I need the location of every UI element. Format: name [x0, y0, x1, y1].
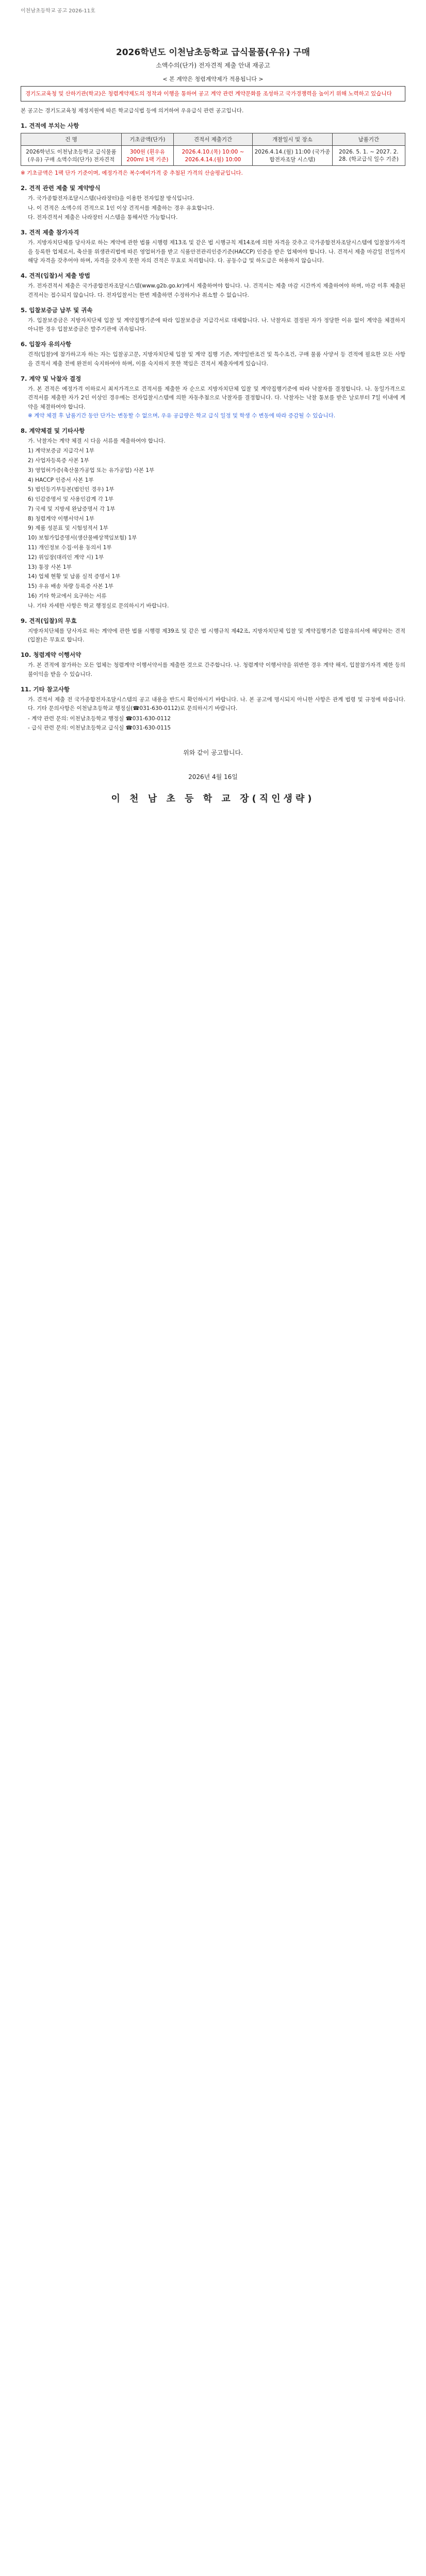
section-8-item: 6) 인감증명서 및 사용인감계 각 1부 [28, 496, 114, 503]
contact-line: - 계약 관련 문의: 이천남초등학교 행정실 ☎031-630-0112 [28, 715, 171, 722]
section-8-item: 7) 국세 및 지방세 완납증명서 각 1부 [28, 505, 116, 512]
table-row [21, 146, 405, 166]
section-8-item: 15) 우유 배송 차량 등록증 사본 1부 [28, 583, 113, 590]
section-11-body: 가. 견적서 제출 전 국가종합전자조달시스템의 공고 내용을 반드시 확인하시기 바랍니다. 나. 본 공고에 명시되지 아니한 사항은 관계 법령 및 규정에 따릅니다. 다. 기타 문의사항은 이천남초등학교 행정실(☎031-630-0112)로 문의하시기 바랍니다. [28, 696, 405, 712]
section-1-title: 1. 견적에 부치는 사항 [21, 122, 79, 130]
closing-text: 위와 같이 공고합니다. [183, 749, 243, 757]
section-7-title: 7. 계약 및 낙찰자 결정 [21, 375, 81, 383]
section-8-item: 1) 계약보증금 지급각서 1부 [28, 448, 94, 454]
section-8-item: 14) 업체 현황 및 납품 실적 증명서 1부 [28, 573, 121, 580]
section-5-body: 가. 입찰보증금은 지방자치단체 입찰 및 계약집행기준에 따라 입찰보증금 지급각서로 대체합니다. 나. 낙찰자로 결정된 자가 정당한 이유 없이 계약을 체결하지 아니한 경우 입찰보증금은 발주기관에 귀속됩니다. [28, 317, 405, 333]
notice-subtitle: 소액수의(단가) 전자견적 제출 안내 재공고 [156, 62, 270, 69]
section-7-body: 가. 본 견적은 예정가격 이하로서 최저가격으로 견적서를 제출한 자 순으로 지방자치단체 입찰 및 계약집행기준에 따라 낙찰자를 결정합니다. 나. 동일가격으로 견적서를 제출한 자가 2인 이상인 경우에는 전자입찰시스템에 의한 자동추첨으로 낙찰자를 결정합니다. 다. 낙찰자는 낙찰 통보를 받은 날로부터 7일 이내에 계약을 체결하여야 합니다. [28, 386, 405, 410]
cell-delivery-period: 2026. 5. 1. ~ 2027. 2. 28. (학교급식 일수 기준) [332, 146, 405, 166]
col-base-price: 기초금액(단가) [121, 133, 173, 146]
section-2-item: 가. 국가종합전자조달시스템(나라장터)을 이용한 전자입찰 방식입니다. [28, 195, 194, 201]
notice-number: 이천남초등학교 공고 2026-11호 [21, 8, 95, 14]
section-11-title: 11. 기타 참고사항 [21, 685, 70, 693]
section-3-body: 가. 지방자치단체를 당사자로 하는 계약에 관한 법률 시행령 제13조 및 같은 법 시행규칙 제14조에 의한 자격을 갖추고 국가종합전자조달시스템에 입찰참가자격을 등록한 업체로서, 축산물 위생관리법에 따른 영업허가를 받고 식품안전관리인증기준(HACCP) 인증을 받은 업체여야 합니다. 나. 견적서 제출 마감일 전일까지 해당 자격을 갖추어야 하며, 자격을 갖추지 못한 자의 견적은 무효로 처리합니다. 다. 공동수급 및 하도급은 허용하지 않습니다. [28, 240, 405, 264]
section-8-item: 11) 개인정보 수집·이용 동의서 1부 [28, 545, 112, 551]
section-8-item: 나. 기타 자세한 사항은 학교 행정실로 문의하시기 바랍니다. [28, 602, 169, 609]
section-2-title: 2. 견적 관련 제출 및 계약방식 [21, 184, 101, 192]
section-9-title: 9. 견적(입찰)의 무효 [21, 617, 77, 624]
section-6-title: 6. 입찰자 유의사항 [21, 341, 72, 348]
section-8-item: 10) 보험가입증명서(생산물배상책임보험) 1부 [28, 535, 137, 541]
section-8-item: 가. 낙찰자는 계약 체결 시 다음 서류를 제출하여야 합니다. [28, 438, 166, 445]
section-3-title: 3. 견적 제출 참가자격 [21, 229, 79, 236]
section-8-item: 16) 기타 학교에서 요구하는 서류 [28, 593, 107, 600]
section-8-item: 3) 영업허가증(축산물가공업 또는 유가공업) 사본 1부 [28, 467, 155, 473]
section-10-body: 가. 본 견적에 참가하는 모든 업체는 청렴계약 이행서약서를 제출한 것으로 간주합니다. 나. 청렴계약 이행서약을 위반한 경우 계약 해지, 입찰참가자격 제한 등의 불이익을 받을 수 있습니다. [28, 662, 405, 677]
section-5-title: 5. 입찰보증금 납부 및 귀속 [21, 306, 93, 314]
principal-signature: 이 천 남 초 등 학 교 장(직인생략) [111, 793, 315, 805]
integrity-contract-tag: < 본 계약은 청렴계약제가 적용됩니다 > [162, 76, 264, 82]
cell-submission-period: 2026.4.10.(목) 10:00 ~ 2026.4.14.(월) 10:00 [173, 146, 252, 166]
col-name: 건 명 [21, 133, 122, 146]
notice-date: 2026년 4월 16일 [188, 773, 238, 781]
section-9-body: 지방자치단체를 당사자로 하는 계약에 관한 법률 시행령 제39조 및 같은 법 시행규칙 제42조, 지방자치단체 입찰 및 계약집행기준 입찰유의서에 해당하는 견적(입찰)은 무효로 합니다. [28, 628, 405, 643]
section-4-title: 4. 견적(입찰)서 제출 방법 [21, 272, 90, 280]
section-8-title: 8. 계약체결 및 기타사항 [21, 427, 85, 435]
section-8-item: 9) 제품 성분표 및 시험성적서 1부 [28, 525, 108, 532]
section-4-body: 가. 전자견적서 제출은 국가종합전자조달시스템(www.g2b.go.kr)에서 제출하여야 합니다. 나. 견적서는 제출 마감 시간까지 제출하여야 하며, 마감 이후 제출된 견적서는 접수되지 않습니다. 다. 전자입찰서는 한번 제출하면 수정하거나 취소할 수 없습니다. [28, 283, 405, 298]
col-opening: 개찰일시 및 장소 [253, 133, 332, 146]
notice-title: 2026학년도 이천남초등학교 급식물품(우유) 구매 [116, 47, 310, 58]
section-8-item: 13) 통장 사본 1부 [28, 564, 72, 570]
cell-base-price: 300원 (흰우유 200ml 1팩 기준) [121, 146, 173, 166]
section-8-item: 5) 법인등기부등본(법인인 경우) 1부 [28, 486, 114, 493]
section-8-item: 8) 청렴계약 이행서약서 1부 [28, 515, 94, 522]
col-submission-period: 견적서 제출기간 [173, 133, 252, 146]
cell-opening: 2026.4.14.(월) 11:00 (국가종합전자조달 시스템) [253, 146, 332, 166]
section-2-item: 다. 전자견적서 제출은 나라장터 시스템을 통해서만 가능합니다. [28, 214, 178, 221]
bid-summary-table [21, 133, 405, 166]
cell-name: 2026학년도 이천남초등학교 급식물품(우유) 구매 소액수의(단가) 전자견적 [21, 146, 122, 166]
notice-page [10, 0, 416, 825]
contact-line: - 급식 관련 문의: 이천남초등학교 급식실 ☎031-630-0115 [28, 725, 171, 732]
intro-text: 본 공고는 경기도교육청 재정지원에 따른 학교급식법 등에 의거하여 우유급식 관련 공고입니다. [21, 108, 244, 114]
section-7-note: ※ 계약 체결 후 납품기간 동안 단가는 변동할 수 없으며, 우유 공급량은 학교 급식 일정 및 학생 수 변동에 따라 증감될 수 있습니다. [28, 413, 336, 419]
col-delivery-period: 납품기간 [332, 133, 405, 146]
integrity-warning-box: 경기도교육청 및 산하기관(학교)은 청렴계약제도의 정착과 이행을 통하여 공고 계약 관련 계약문화를 조성하고 국가경쟁력을 높이기 위해 노력하고 있습니다 [21, 86, 405, 101]
section-8-item: 12) 위임장(대리인 계약 시) 1부 [28, 554, 104, 561]
section-2-item: 나. 이 견적은 소액수의 견적으로 1인 이상 견적서를 제출하는 경우 유효합니다. [28, 205, 215, 211]
section-1-note: ※ 기초금액은 1팩 단가 기준이며, 예정가격은 복수예비가격 중 추첨된 가격의 산술평균입니다. [21, 170, 243, 177]
section-10-title: 10. 청렴계약 이행서약 [21, 651, 81, 659]
section-8-item: 4) HACCP 인증서 사본 1부 [28, 477, 94, 483]
section-8-item: 2) 사업자등록증 사본 1부 [28, 457, 89, 464]
section-6-body: 견적(입찰)에 참가하고자 하는 자는 입찰공고문, 지방자치단체 입찰 및 계약 집행 기준, 계약일반조건 및 특수조건, 구매 물품 사양서 등 견적에 필요한 모든 사항을 견적서 제출 전에 완전히 숙지하여야 하며, 이를 숙지하지 못한 책임은 견적서 제출자에게 있습니다. [28, 351, 405, 367]
